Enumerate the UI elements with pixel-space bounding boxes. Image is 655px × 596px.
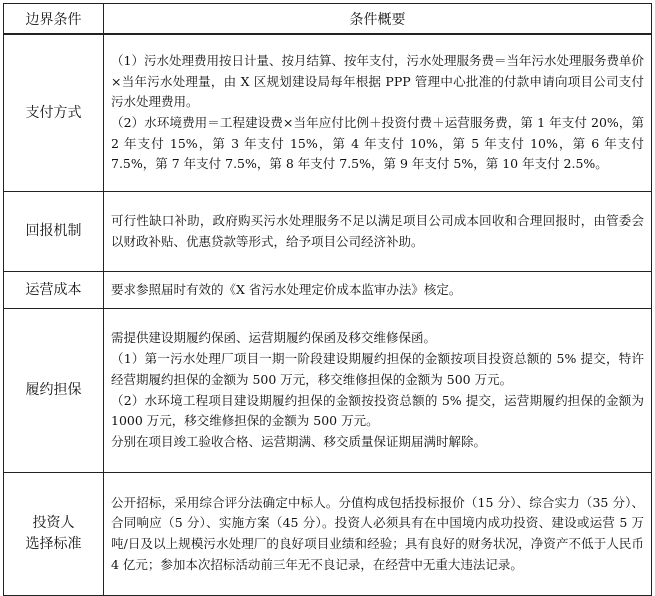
row-label-line: 回报机制	[25, 223, 82, 239]
row-label-line: 选择标准	[25, 536, 82, 552]
row-label-line: 投资人	[32, 515, 75, 531]
content-paragraph: （2）水环境费用＝工程建设费×当年应付比例＋投资付费＋运营服务费，第 1 年支付 20%，第 2 年支付 15%，第 3 年支付 15%，第 4 年支付 10%，第 5 年支付 10%，第 6 年支付 7.5%，第 7 年支付 7.5%，第 8 年支付 7.5%，第 9 年支付 5%，第 10 年支付 2.5%。	[111, 115, 644, 172]
row-label-payment-method	[4, 34, 104, 192]
row-content-operating-cost	[104, 272, 652, 309]
table-row	[4, 272, 652, 309]
header-boundary-condition: 边界条件	[4, 4, 104, 35]
table-wrapper	[3, 3, 651, 596]
row-content-investor-selection	[104, 473, 652, 596]
row-label-operating-cost	[4, 272, 104, 309]
content-paragraph: （2）水环境工程项目建设期履约担保的金额按投资总额的 5% 提交，运营期履约担保的金额为 1000 万元，移交维修担保的金额为 500 万元。	[111, 392, 644, 429]
content-paragraph: （1）第一污水处理厂项目一期一阶段建设期履约担保的金额按项目投资总额的 5% 提交，特许经营期履约担保的金额为 500 万元，移交维修担保的金额为 500 万元。	[111, 351, 644, 387]
row-label-performance-guarantee	[4, 309, 104, 473]
boundary-conditions-table	[3, 3, 652, 596]
table-row	[4, 309, 652, 473]
table-row	[4, 192, 652, 272]
content-paragraph: （1）污水处理费用按日计量、按月结算、按年支付，污水处理服务费＝当年污水处理服务费单价×当年污水处理量，由 X 区规划建设局每年根据 PPP 管理中心批准的付款申请向项目公司支付污水处理费用。	[111, 52, 644, 110]
content-paragraph: 需提供建设期履约保函、运营期履约保函及移交维修保函。	[111, 330, 437, 346]
row-label-investor-selection	[4, 473, 104, 596]
table-header-row	[4, 4, 652, 35]
header-condition-summary: 条件概要	[104, 4, 652, 35]
content-paragraph: 分别在项目竣工验收合格、运营期满、移交质量保证期届满时解除。	[111, 433, 487, 449]
table-row	[4, 473, 652, 596]
table-row	[4, 34, 652, 192]
content-paragraph: 公开招标，采用综合评分法确定中标人。分值构成包括投标报价（15 分）、综合实力（35 分）、合同响应（5 分）、实施方案（45 分）。投资人必须具有在中国境内成功投资、建设或运营 5 万吨/日及以上规模污水处理厂的良好项目业绩和经验；具有良好的财务状况，净资产不低于人民币 4 亿元；参加本次招标活动前三年无不良记录，在经营中无重大违法记录。	[111, 494, 644, 572]
row-label-line: 运营成本	[25, 281, 82, 298]
row-label-line: 履约担保	[25, 382, 82, 398]
content-paragraph: 可行性缺口补助，政府购买污水处理服务不足以满足项目公司成本回收和合理回报时，由管委会以财政补贴、优惠贷款等形式，给予项目公司经济补助。	[111, 212, 644, 249]
content-paragraph: 要求参照届时有效的《X 省污水处理定价成本监审办法》核定。	[111, 281, 462, 297]
row-content-performance-guarantee	[104, 309, 652, 473]
row-content-return-mechanism	[104, 192, 652, 272]
row-content-payment-method	[104, 34, 652, 192]
row-label-line: 支付方式	[25, 104, 82, 121]
row-label-return-mechanism	[4, 192, 104, 272]
